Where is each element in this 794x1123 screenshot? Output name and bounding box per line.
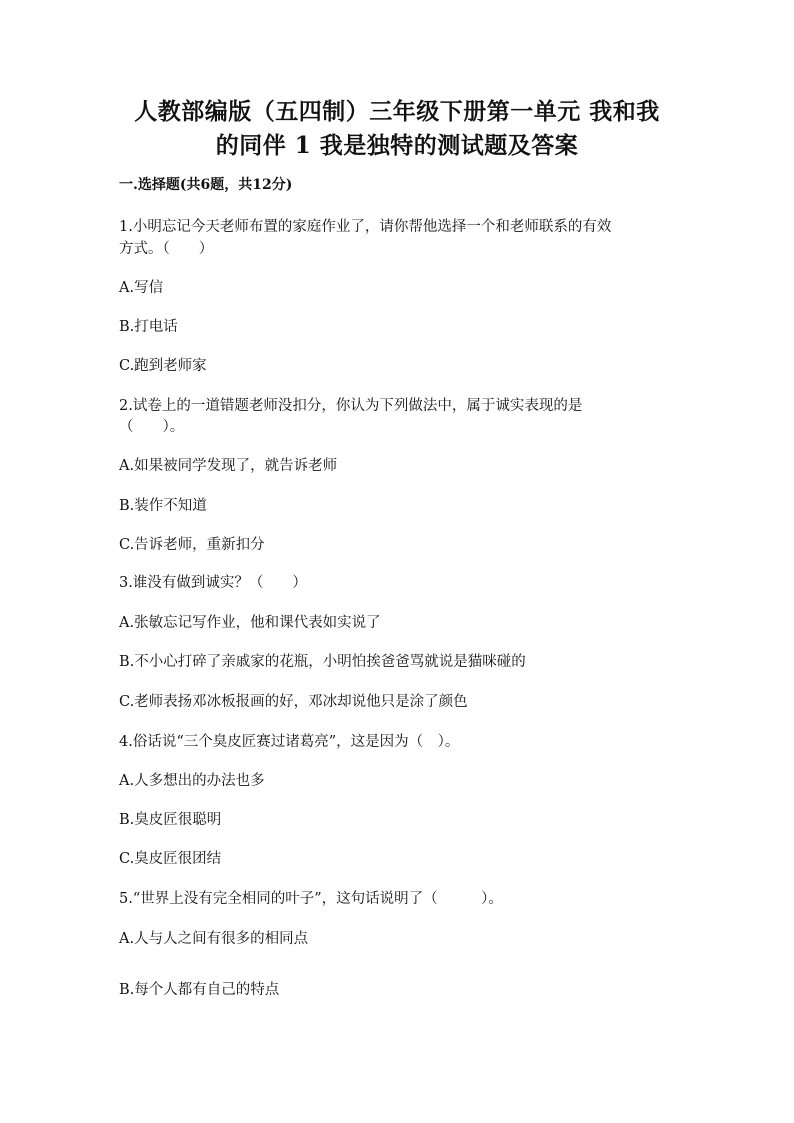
question-3-option-c: C.老师表扬邓冰板报画的好，邓冰却说他只是涂了颜色 [119,694,468,710]
question-2-option-b: B.装作不知道 [119,498,207,514]
question-3-stem: 3.谁没有做到诚实？（ ） [119,575,307,591]
question-1-option-b: B.打电话 [119,319,178,335]
question-2-stem-cont: （ ）。 [119,419,185,435]
question-1-stem: 1.小明忘记今天老师布置的家庭作业了，请你帮他选择一个和老师联系的有效 [119,219,612,235]
question-5-option-a: A.人与人之间有很多的相同点 [119,931,309,947]
question-2-option-a: A.如果被同学发现了，就告诉老师 [119,458,338,474]
question-1-option-c: C.跑到老师家 [119,358,207,374]
question-3-option-b: B.不小心打碎了亲戚家的花瓶，小明怕挨爸爸骂就说是猫咪碰的 [119,654,526,670]
question-4-option-b: B.臭皮匠很聪明 [119,812,222,828]
question-4-stem: 4.俗话说“三个臭皮匠赛过诸葛亮”，这是因为（ ）。 [119,734,460,750]
question-5-option-b: B.每个人都有自己的特点 [119,982,280,998]
question-5-stem: 5.“世界上没有完全相同的叶子”，这句话说明了（ ）。 [119,891,503,907]
question-4-option-c: C.臭皮匠很团结 [119,851,222,867]
question-3-option-a: A.张敏忘记写作业，他和课代表如实说了 [119,615,381,631]
question-4-option-a: A.人多想出的办法也多 [119,773,265,789]
question-2-option-c: C.告诉老师，重新扣分 [119,537,265,553]
document-title-line-2: 的同伴 1 我是独特的测试题及答案 [215,132,579,159]
document-title-line-1: 人教部编版（五四制）三年级下册第一单元 我和我 [134,98,660,125]
question-1-stem-cont: 方式。（ ） [119,241,214,257]
question-2-stem: 2.试卷上的一道错题老师没扣分，你认为下列做法中，属于诚实表现的是 [119,398,583,414]
question-1-option-a: A.写信 [119,280,164,296]
section-heading: 一.选择题(共6题，共12分) [119,177,293,193]
